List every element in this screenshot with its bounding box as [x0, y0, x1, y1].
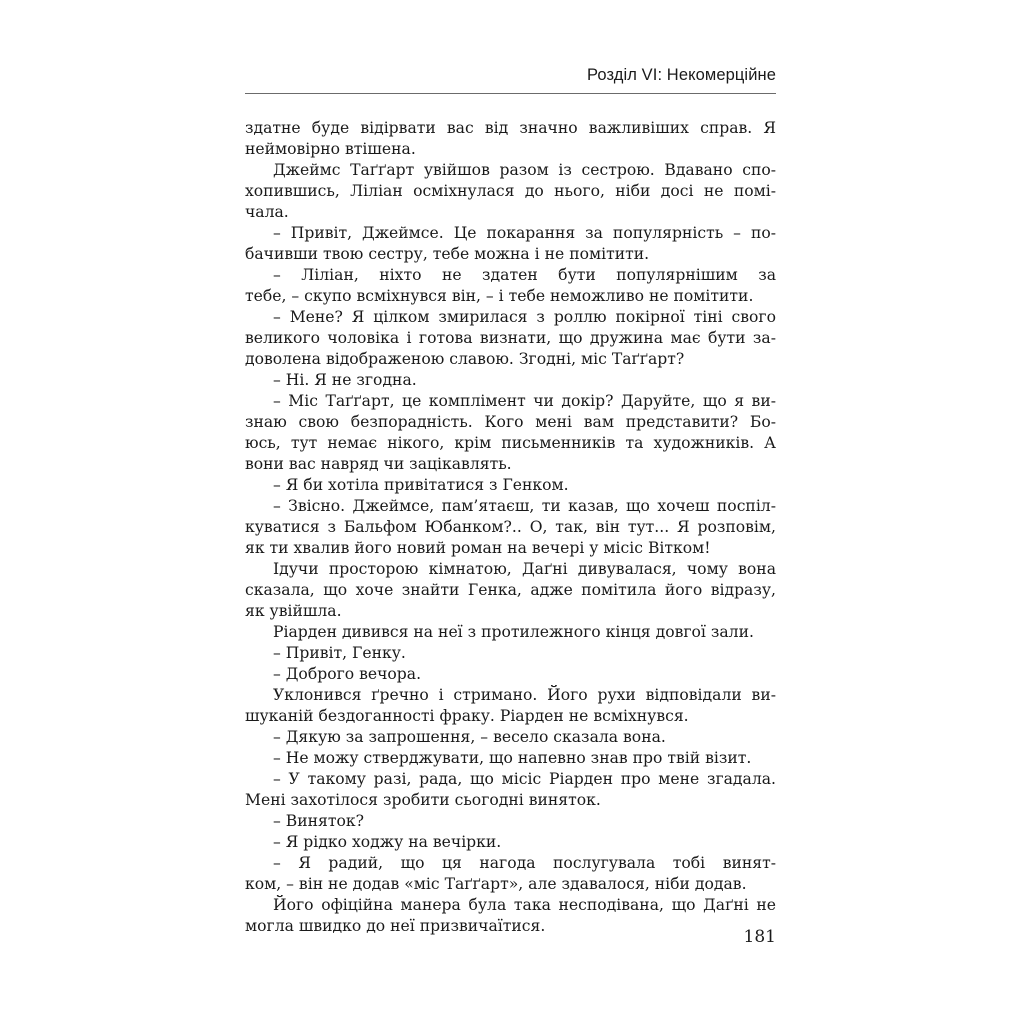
text-line: бачивши твою сестру, тебе можна і не помітити. [245, 245, 650, 263]
text-line: – Я радий, що ця нагода послугувала тобі винят- [273, 854, 776, 872]
header-rule [245, 93, 776, 94]
text-line: – Я би хотіла привітатися з Генком. [273, 476, 569, 494]
text-line: сказала, що хоче знайти Генка, адже помітила його відразу, [245, 581, 776, 599]
text-line: – Привіт, Джеймсе. Це покарання за популярність – по- [273, 224, 776, 242]
text-line: ком, – він не додав «міс Таґґарт», але здавалося, ніби додав. [245, 875, 747, 893]
text-line: юсь, тут немає нікого, крім письменників та художників. А [245, 434, 776, 452]
text-line: шуканій бездоганності фраку. Ріарден не всміхнувся. [245, 707, 689, 725]
text-line: великого чоловіка і готова визнати, що дружина має бути за- [245, 329, 776, 347]
text-line: – Доброго вечора. [273, 665, 422, 683]
text-line: Ріарден дивився на неї з протилежного кінця довгої зали. [273, 623, 754, 641]
text-line: як увійшла. [245, 602, 342, 620]
text-line: здатне буде відірвати вас від значно важливіших справ. Я [245, 119, 776, 137]
text-line: – Привіт, Генку. [273, 644, 406, 662]
text-line: тебе, – скупо всміхнувся він, – і тебе неможливо не помітити. [245, 287, 754, 305]
text-line: Мені захотілося зробити сьогодні виняток. [245, 791, 601, 809]
text-line: хопившись, Ліліан осміхнулася до нього, ніби досі не помі- [245, 182, 776, 200]
text-line: знаю свою безпорадність. Кого мені вам представити? Бо- [245, 413, 776, 431]
text-line: – Міс Таґґарт, це комплімент чи докір? Даруйте, що я ви- [273, 392, 776, 410]
text-line: – Ні. Я не згодна. [273, 371, 417, 389]
text-line: Ідучи просторою кімнатою, Даґні дивувалася, чому вона [273, 560, 776, 578]
text-line: Джеймс Таґґарт увійшов разом із сестрою. Вдавано спо- [273, 161, 776, 179]
text-line: – Не можу стверджувати, що напевно знав про твій візит. [273, 749, 752, 767]
text-line: неймовірно втішена. [245, 140, 416, 158]
text-line: – Виняток? [273, 812, 364, 830]
body-text [245, 118, 776, 937]
text-line: Його офіційна манера була така несподівана, що Даґні не [273, 896, 776, 914]
text-line: куватися з Бальфом Юбанком?.. О, так, він тут... Я розповім, [245, 518, 776, 536]
text-line: доволена відображеною славою. Згодні, міс Таґґарт? [245, 350, 685, 368]
text-line: – У такому разі, рада, що місіс Ріарден про мене згадала. [273, 770, 776, 788]
text-line: як ти хвалив його новий роман на вечері у місіс Вітком! [245, 539, 711, 557]
page-number: 181 [743, 927, 776, 947]
text-line: – Я рідко ходжу на вечірки. [273, 833, 502, 851]
text-line: Уклонився ґречно і стримано. Його рухи відповідали ви- [273, 686, 776, 704]
text-line: – Ліліан, ніхто не здатен бути популярнішим за [273, 266, 776, 284]
text-line: – Мене? Я цілком змирилася з роллю покірної тіні свого [273, 308, 776, 326]
text-line: – Дякую за запрошення, – весело сказала вона. [273, 728, 666, 746]
text-line: вони вас навряд чи зацікавлять. [245, 455, 512, 473]
text-line: – Звісно. Джеймсе, пам’ятаєш, ти казав, що хочеш поспіл- [273, 497, 776, 515]
text-line: могла швидко до неї призвичаїтися. [245, 917, 546, 935]
running-header: Розділ VI: Некомерційне [586, 66, 776, 84]
text-line: чала. [245, 203, 289, 221]
